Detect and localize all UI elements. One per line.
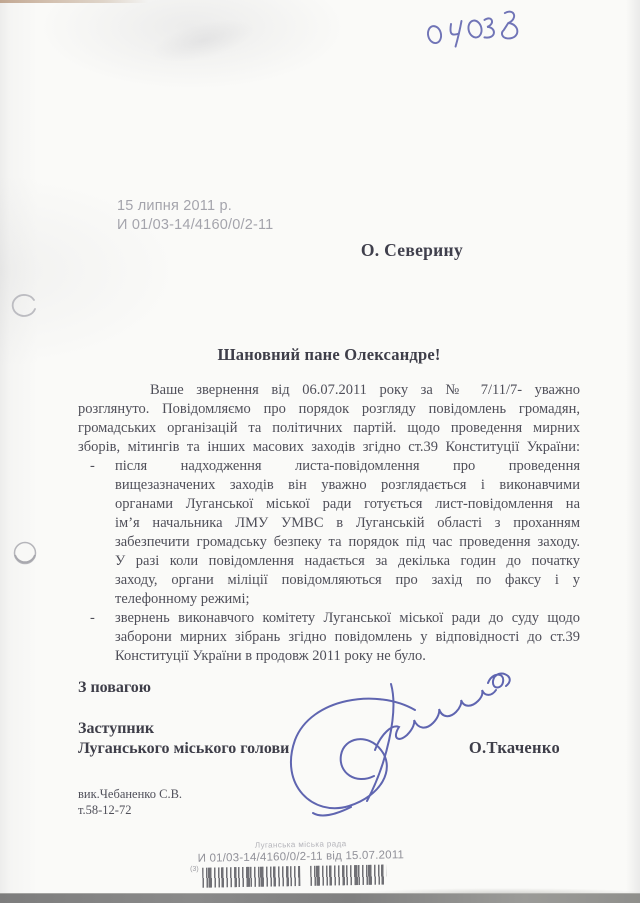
executor-name: вик.Чебаненко С.В. <box>78 787 183 801</box>
outgoing-reference: И 01/03-14/4160/0/2-11 <box>117 217 274 233</box>
executor-block <box>78 786 182 818</box>
handwritten-number <box>422 4 527 55</box>
hole-punch-bottom <box>9 539 43 571</box>
text-line: Луганського міського голови <box>78 740 290 757</box>
text-line: забезпечити громадську безпеку та порядок під час проведення заходу. <box>115 534 580 550</box>
text-line: ім’я начальника ЛМУ УМВС в Луганській області з проханням <box>115 515 580 531</box>
addressee: О. Северину <box>360 240 463 260</box>
text-line: заходу, органи міліції повідомляються про захід по факсу і у <box>115 572 580 588</box>
bullet-item-notification-procedure <box>78 457 580 609</box>
text-line: телефонному режимі; <box>115 591 250 607</box>
text-line: зборів, мітингів та інших масових заходів згідно ст.39 Конституції України: <box>78 439 580 455</box>
text-line: звернень виконавчого комітету Луганської міської ради до суду щодо <box>115 610 580 626</box>
barcode-icon <box>202 866 300 888</box>
scan-bottom-edge <box>0 893 640 903</box>
text-line: Ваше звернення від 06.07.2011 року за № 7/11/7- уважно <box>150 382 580 398</box>
signer-name: О.Ткаченко <box>468 738 560 757</box>
text-line: вищезазначених заходів він уважно розглядається і виконавчими <box>115 477 580 493</box>
text-line: після надходження листа-повідомлення про проведення <box>115 458 580 474</box>
barcode-row <box>146 863 456 888</box>
handwritten-signature <box>255 655 525 820</box>
registration-footer <box>146 837 457 888</box>
executor-phone: т.58-12-72 <box>78 803 132 817</box>
footer-org-name: Луганська міська рада <box>254 839 347 850</box>
text-line: розглянуто. Повідомляємо про порядок розгляду повідомлень громадян, <box>78 401 580 417</box>
closing-phrase: З повагою <box>78 679 151 696</box>
text-line: громадських організацій та політичних партій. щодо проведення мирних <box>78 420 580 436</box>
date-reference-block <box>117 197 273 235</box>
bullet-text <box>115 457 580 609</box>
paper-crease <box>124 0 282 83</box>
text-line: Заступник <box>78 720 155 737</box>
handwritten-digits-icon <box>422 4 527 55</box>
bullet-dash: - <box>90 610 95 626</box>
intro-paragraph <box>78 381 580 457</box>
text-line: Конституції України в продовж 2011 року не було. <box>115 648 426 664</box>
hole-punch-top <box>7 294 39 322</box>
letter-date: 15 липня 2011 р. <box>117 198 232 214</box>
footer-registration-line: И 01/03-14/4160/0/2-11 від 15.07.2011 <box>197 849 405 865</box>
text-line: органами Луганської міської ради готується лист-повідомлення на <box>115 496 580 512</box>
barcode-prefix: (3) <box>190 865 199 873</box>
signature-icon <box>255 655 525 820</box>
salutation: Шановний пане Олександре! <box>217 345 441 364</box>
scan-edge-artifact <box>0 0 148 3</box>
barcode-icon <box>310 865 386 886</box>
text-line: У разі коли повідомлення надається за декілька годин до початку <box>115 553 580 569</box>
bullet-dash: - <box>90 458 95 474</box>
text-line: заборони мирних зібрань згідно повідомлень у відповідності до ст.39 <box>115 629 580 645</box>
